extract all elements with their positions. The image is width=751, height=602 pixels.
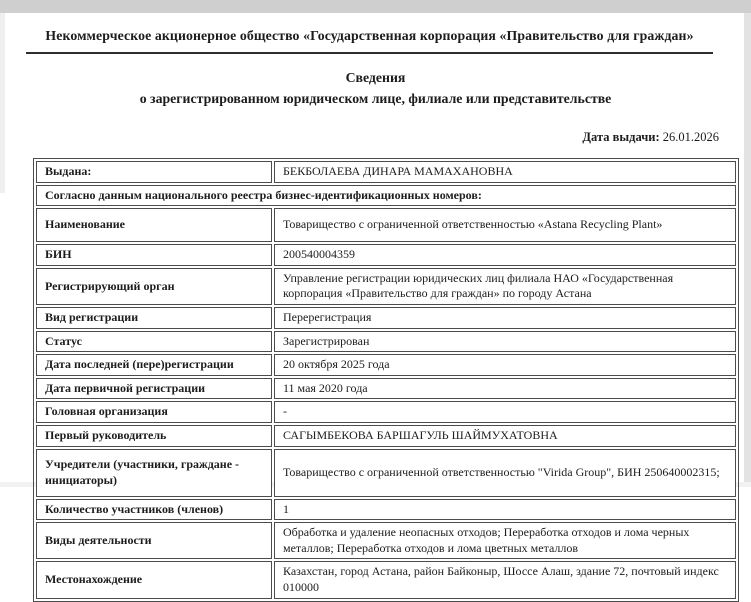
row-value: БЕКБОЛАЕВА ДИНАРА МАМАХАНОВНА bbox=[274, 161, 736, 183]
row-value: Обработка и удаление неопасных отходов; Переработка отходов и лома черных металлов; Переработка отходов и лома цветных металлов bbox=[274, 522, 736, 559]
doc-title bbox=[0, 67, 751, 109]
row-value: 1 bbox=[274, 499, 736, 521]
table-row bbox=[36, 378, 736, 400]
table-row bbox=[36, 561, 736, 598]
row-label: Местонахождение bbox=[36, 561, 272, 598]
row-label: Дата первичной регистрации bbox=[36, 378, 272, 400]
info-table bbox=[33, 158, 739, 602]
row-label: Вид регистрации bbox=[36, 307, 272, 329]
row-label: Наименование bbox=[36, 208, 272, 242]
issue-date bbox=[0, 130, 719, 145]
row-value: Перерегистрация bbox=[274, 307, 736, 329]
row-label: Дата последней (пере)регистрации bbox=[36, 354, 272, 376]
table-row bbox=[36, 307, 736, 329]
row-value: 200540004359 bbox=[274, 244, 736, 266]
table-row bbox=[36, 244, 736, 266]
scan-edge-top bbox=[0, 0, 751, 13]
table-row bbox=[36, 185, 736, 207]
row-value: САГЫМБЕКОВА БАРШАГУЛЬ ШАЙМУХАТОВНА bbox=[274, 425, 736, 447]
table-row bbox=[36, 331, 736, 353]
table-row bbox=[36, 522, 736, 559]
table-row bbox=[36, 268, 736, 305]
row-label: БИН bbox=[36, 244, 272, 266]
row-value: Управление регистрации юридических лиц филиала НАО «Государственная корпорация «Правительство для граждан» по городу Астана bbox=[274, 268, 736, 305]
doc-title-line1: Сведения bbox=[345, 70, 406, 85]
issue-date-value: 26.01.2026 bbox=[662, 130, 719, 144]
document-page bbox=[0, 13, 751, 602]
row-label: Учредители (участники, граждане - инициаторы) bbox=[36, 449, 272, 497]
row-value: Товарищество с ограниченной ответственностью "Virida Group", БИН 250640002315; bbox=[274, 449, 736, 497]
row-label: Статус bbox=[36, 331, 272, 353]
table-row bbox=[36, 208, 736, 242]
row-label: Количество участников (членов) bbox=[36, 499, 272, 521]
row-value: Казахстан, город Астана, район Байконыр, Шоссе Алаш, здание 72, почтовый индекс 010000 bbox=[274, 561, 736, 598]
row-label: Регистрирующий орган bbox=[36, 268, 272, 305]
table-row bbox=[36, 449, 736, 497]
table-row bbox=[36, 161, 736, 183]
info-table-body bbox=[36, 161, 736, 599]
row-label: Первый руководитель bbox=[36, 425, 272, 447]
issue-date-label: Дата выдачи: bbox=[582, 130, 660, 144]
row-value: 20 октября 2025 года bbox=[274, 354, 736, 376]
table-row bbox=[36, 401, 736, 423]
section-header: Согласно данным национального реестра бизнес-идентификационных номеров: bbox=[36, 185, 736, 207]
table-row bbox=[36, 354, 736, 376]
row-value: Товарищество с ограниченной ответственностью «Astana Recycling Plant» bbox=[274, 208, 736, 242]
row-value: Зарегистрирован bbox=[274, 331, 736, 353]
row-label: Выдана: bbox=[36, 161, 272, 183]
row-value: 11 мая 2020 года bbox=[274, 378, 736, 400]
doc-title-line2: о зарегистрированном юридическом лице, филиале или представительстве bbox=[139, 91, 612, 106]
org-title: Некоммерческое акционерное общество «Государственная корпорация «Правительство для граждан» bbox=[26, 28, 713, 54]
row-value: - bbox=[274, 401, 736, 423]
row-label: Виды деятельности bbox=[36, 522, 272, 559]
table-row bbox=[36, 425, 736, 447]
row-label: Головная организация bbox=[36, 401, 272, 423]
table-row bbox=[36, 499, 736, 521]
